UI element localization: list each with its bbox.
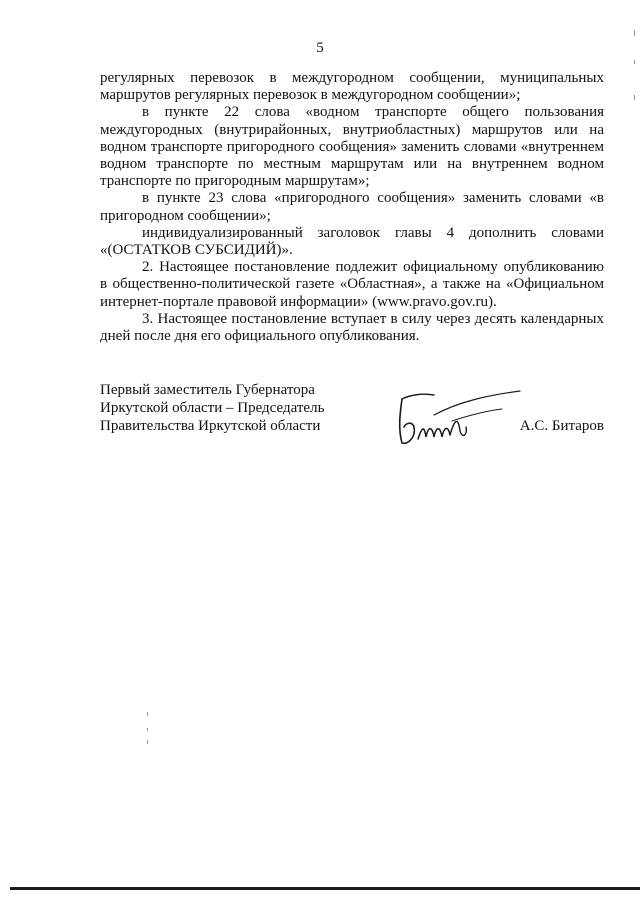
signer-title — [100, 381, 360, 435]
signer-title-line: Иркутской области – Председатель — [100, 400, 325, 416]
paragraph: в пункте 22 слова «водном транспорте общего пользования междугородных (внутрирайонных, внутриобластных) маршрутов или на водном транспорте пригородного сообщения» заменить словами «внутреннем водном транспорте по местным маршрутам или на внутреннем водном транспорте по пригородным маршрутам»; — [100, 104, 604, 190]
paragraph: индивидуализированный заголовок главы 4 дополнить словами «(ОСТАТКОВ СУБСИДИЙ)». — [100, 224, 604, 259]
scan-artifact — [147, 728, 148, 731]
signer-name: А.С. Битаров — [519, 418, 604, 434]
scan-artifact — [147, 740, 148, 744]
bottom-scan-border — [10, 887, 640, 890]
page-number: 5 — [316, 40, 324, 56]
signer-title-line: Первый заместитель Губернатора — [100, 382, 315, 398]
paragraph: 2. Настоящее постановление подлежит официальному опубликованию в общественно-политической газете «Областная», а также на «Официальном интернет-портале правовой информации» (www.pravo.gov.ru). — [100, 259, 604, 310]
scan-artifact — [147, 712, 148, 716]
scan-artifact — [634, 60, 635, 64]
scan-artifact — [634, 30, 635, 36]
paragraph: в пункте 23 слова «пригородного сообщения» заменить словами «в пригородном сообщении»; — [100, 190, 604, 224]
signer-title-line: Правительства Иркутской области — [100, 418, 321, 434]
scan-artifact — [634, 95, 635, 100]
paragraph: 3. Настоящее постановление вступает в силу через десять календарных дней после дня его официального опубликования. — [100, 310, 604, 345]
signature-block — [100, 381, 604, 461]
handwritten-signature-icon — [390, 381, 530, 451]
document-body — [100, 70, 604, 345]
paragraph: регулярных перевозок в междугородном сообщении, муниципальных маршрутов регулярных перевозок в междугородном сообщении»; — [100, 70, 604, 104]
